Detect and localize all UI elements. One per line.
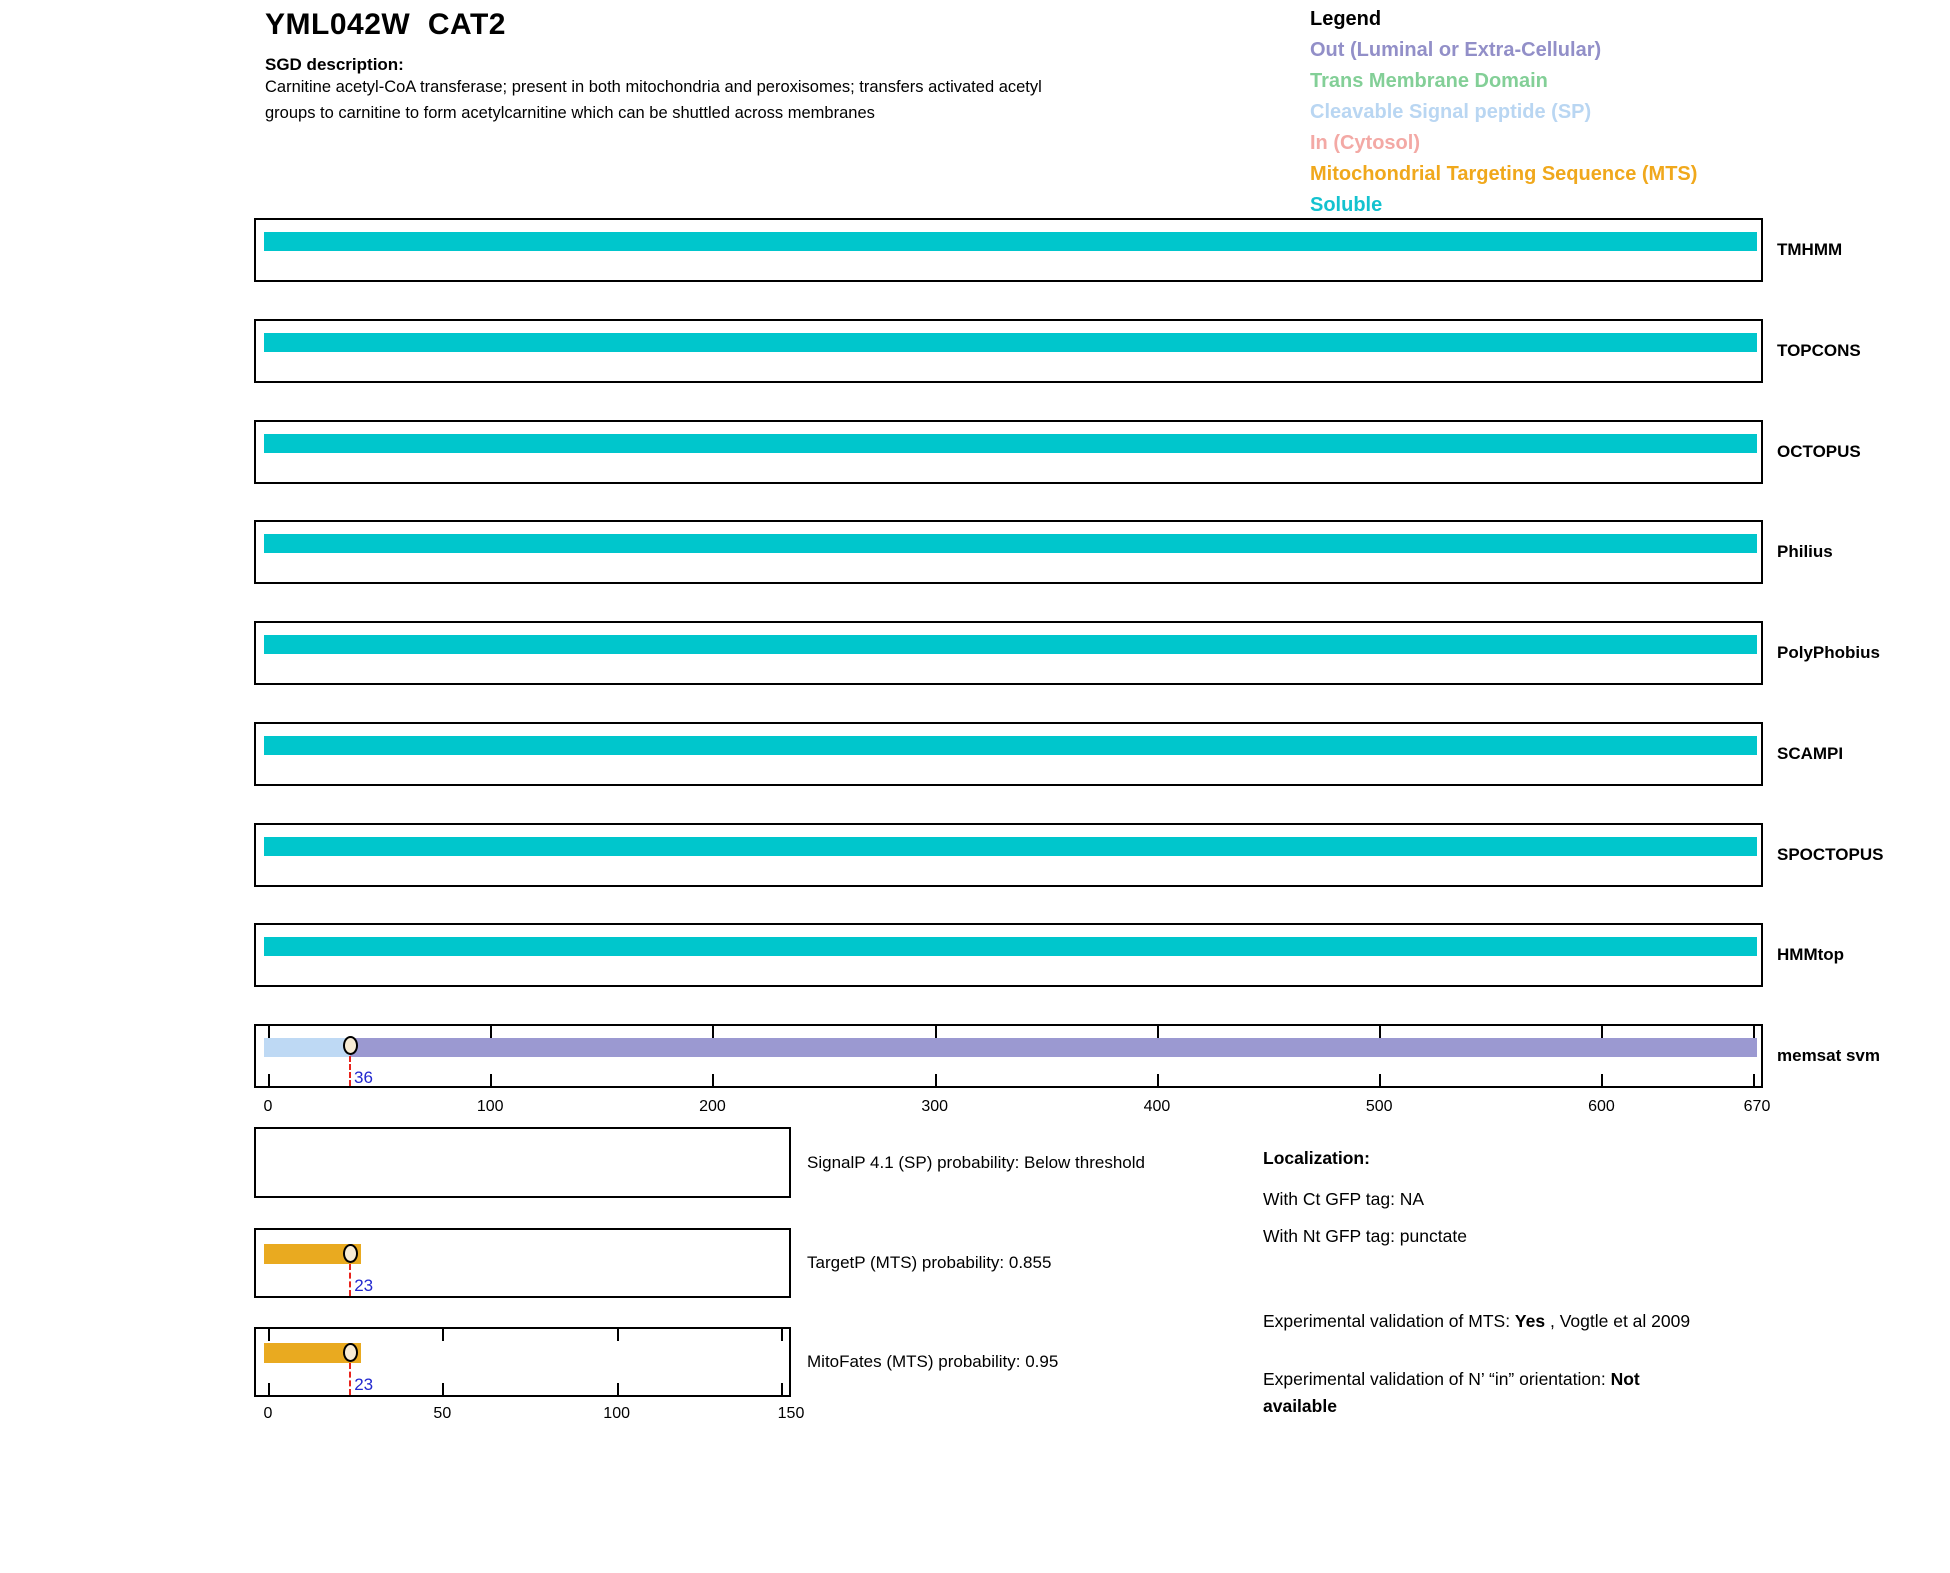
axis-tick-label: 500 [1365, 1098, 1393, 1115]
chart-caption-targetp: TargetP (MTS) probability: 0.855 [807, 1253, 1052, 1272]
position-marker-line [349, 1264, 351, 1296]
axis-tick [617, 1383, 619, 1395]
prob-chart-box-signalp [254, 1127, 791, 1198]
prob-chart-box-targetp [254, 1228, 791, 1298]
axis-tick-label: 150 [777, 1405, 805, 1422]
legend-item: Mitochondrial Targeting Sequence (MTS) [1310, 163, 1698, 185]
axis-tick-label: 600 [1588, 1098, 1615, 1115]
segment-soluble [264, 333, 1757, 352]
legend-item: Out (Luminal or Extra-Cellular) [1310, 39, 1602, 61]
segment-soluble [264, 937, 1757, 956]
axis-tick [1379, 1074, 1381, 1086]
track-label-octopus: OCTOPUS [1777, 442, 1861, 461]
track-box-spoctopus [254, 823, 1763, 887]
track-box-polyphobius [254, 621, 1763, 685]
axis-tick [490, 1026, 492, 1038]
chart-caption-mitofates: MitoFates (MTS) probability: 0.95 [807, 1352, 1059, 1371]
position-label: 23 [354, 1375, 374, 1394]
segment-soluble [264, 837, 1757, 856]
legend [1310, 4, 1697, 221]
axis-tick [935, 1074, 937, 1086]
axis-tick [268, 1383, 270, 1395]
position-marker [343, 1036, 358, 1055]
track-label-memsat-svm: memsat svm [1777, 1046, 1881, 1065]
legend-item: Trans Membrane Domain [1310, 70, 1548, 92]
position-marker-line [349, 1056, 351, 1086]
track-label-scampi: SCAMPI [1777, 744, 1844, 763]
axis-tick-label: 50 [433, 1405, 452, 1422]
mts-validation-line [1263, 1308, 1690, 1335]
track-label-philius: Philius [1777, 542, 1833, 561]
axis-tick [781, 1329, 783, 1341]
track-box-octopus [254, 420, 1763, 484]
axis-tick [1753, 1074, 1755, 1086]
track-box-tmhmm [254, 218, 1763, 282]
position-label: 23 [354, 1276, 374, 1295]
legend-items [1310, 35, 1697, 221]
mts-validation-result: Yes [1514, 1311, 1546, 1331]
axis-tick [1601, 1074, 1603, 1086]
track-box-scampi [254, 722, 1763, 786]
orientation-validation-result: Not available [1263, 1369, 1640, 1416]
axis-tick [617, 1329, 619, 1341]
axis-tick-label: 670 [1743, 1098, 1771, 1115]
track-box-topcons [254, 319, 1763, 383]
axis-tick-label: 100 [603, 1405, 631, 1422]
sgd-description-text: Carnitine acetyl-CoA transferase; present in both mitochondria and peroxisomes; transfers activated acetyl groups to carnitine to form acetylcarnitine which can be shuttled across membranes [265, 78, 1042, 122]
axis-tick [268, 1074, 270, 1086]
track-label-topcons: TOPCONS [1777, 341, 1861, 360]
axis-tick-label: 200 [699, 1098, 726, 1115]
axis-tick-label: 0 [263, 1098, 273, 1115]
segment-soluble [264, 232, 1757, 251]
axis-tick [490, 1074, 492, 1086]
orientation-validation-line [1263, 1366, 1718, 1420]
position-marker [343, 1244, 358, 1263]
axis-tick [712, 1074, 714, 1086]
chart-caption-signalp: SignalP 4.1 (SP) probability: Below threshold [807, 1152, 1145, 1172]
axis-tick [1753, 1026, 1755, 1038]
orientation-validation-prefix: Experimental validation of N’ “in” orientation: [1263, 1369, 1611, 1389]
legend-title: Legend [1310, 8, 1382, 30]
segment-soluble [264, 736, 1757, 755]
axis-tick [268, 1329, 270, 1341]
axis-tick [268, 1026, 270, 1038]
axis-tick [1157, 1074, 1159, 1086]
mts-validation-reference: , Vogtle et al 2009 [1545, 1311, 1691, 1331]
position-marker [343, 1343, 358, 1362]
prob-chart-box-mitofates [254, 1327, 791, 1397]
segment-soluble [264, 635, 1757, 654]
legend-item: In (Cytosol) [1310, 132, 1420, 154]
track-box-philius [254, 520, 1763, 584]
track-box-hmmtop [254, 923, 1763, 987]
position-marker-line [349, 1363, 351, 1395]
localization-title: Localization: [1263, 1148, 1370, 1168]
axis-tick [1379, 1026, 1381, 1038]
track-box-memsat-svm [254, 1024, 1763, 1088]
axis-tick-label: 0 [263, 1405, 273, 1422]
track-label-polyphobius: PolyPhobius [1777, 643, 1880, 662]
track-label-tmhmm: TMHMM [1777, 240, 1843, 259]
position-label: 36 [354, 1068, 373, 1087]
segment-soluble [264, 534, 1757, 553]
localization-nt-gfp: With Nt GFP tag: punctate [1263, 1226, 1467, 1246]
axis-tick [442, 1383, 444, 1395]
axis-tick [781, 1383, 783, 1395]
legend-item: Soluble [1310, 194, 1383, 216]
sgd-description-label: SGD description: [265, 55, 404, 74]
localization-ct-gfp: With Ct GFP tag: NA [1263, 1189, 1425, 1209]
axis-tick-label: 400 [1143, 1098, 1171, 1115]
axis-tick-label: 100 [476, 1098, 504, 1115]
axis-tick [1157, 1026, 1159, 1038]
segment-signal_peptide [264, 1038, 350, 1057]
axis-tick [712, 1026, 714, 1038]
axis-tick [1601, 1026, 1603, 1038]
page-title: YML042W CAT2 [265, 8, 506, 41]
axis-tick [935, 1026, 937, 1038]
track-label-spoctopus: SPOCTOPUS [1777, 845, 1884, 864]
segment-out [350, 1038, 1757, 1057]
legend-item: Cleavable Signal peptide (SP) [1310, 101, 1592, 123]
segment-soluble [264, 434, 1757, 453]
axis-tick-label: 300 [921, 1098, 949, 1115]
mts-validation-prefix: Experimental validation of MTS: [1263, 1311, 1515, 1331]
axis-tick [442, 1329, 444, 1341]
track-label-hmmtop: HMMtop [1777, 945, 1845, 964]
